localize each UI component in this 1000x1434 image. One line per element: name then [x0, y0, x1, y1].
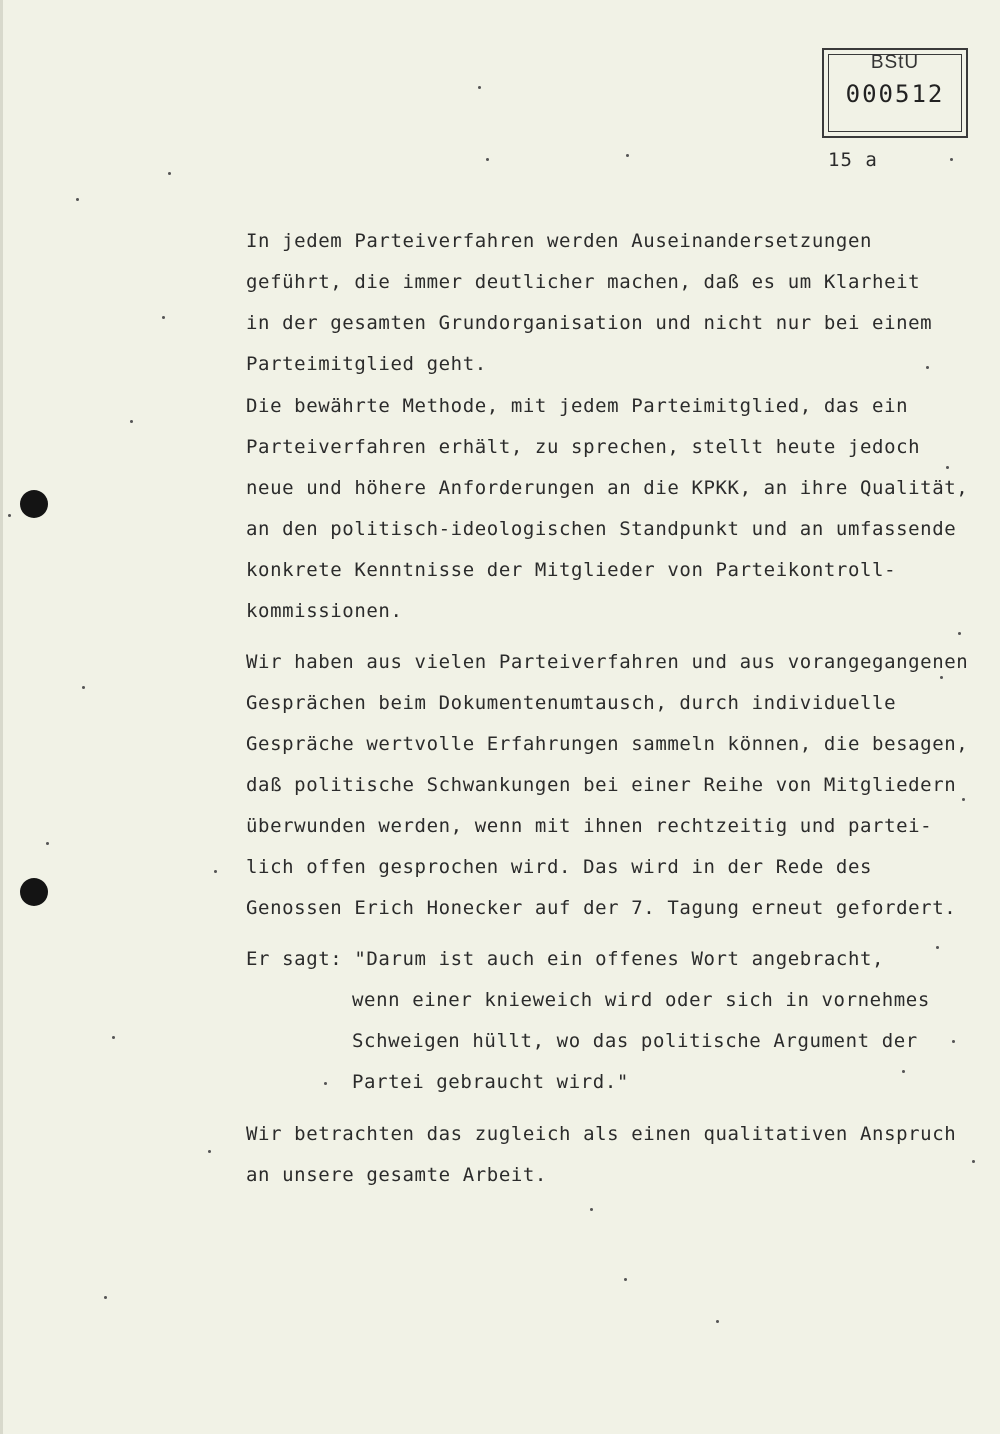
- paper-speck: [324, 1082, 327, 1085]
- paragraph-2-line: neue und höhere Anforderungen an die KPKK, an ihre Qualität,: [246, 477, 969, 499]
- quote-line: Partei gebraucht wird.": [352, 1071, 629, 1093]
- paper-speck: [962, 798, 965, 801]
- paragraph-3-line: Genossen Erich Honecker auf der 7. Tagung erneut gefordert.: [246, 897, 957, 919]
- paragraph-1-line: in der gesamten Grundorganisation und nicht nur bei einem: [246, 312, 933, 334]
- paragraph-4-line: Wir betrachten das zugleich als einen qualitativen Anspruch: [246, 1123, 957, 1145]
- paper-speck: [936, 946, 939, 949]
- paragraph-1-line: geführt, die immer deutlicher machen, daß es um Klarheit: [246, 271, 921, 293]
- quote-intro: Er sagt: "Darum ist auch ein offenes Wort angebracht,: [246, 948, 885, 970]
- paper-speck: [130, 420, 133, 423]
- paper-speck: [624, 1278, 627, 1281]
- paper-speck: [952, 1040, 955, 1043]
- archive-stamp: [822, 48, 968, 138]
- paragraph-3-line: Gesprächen beim Dokumentenumtausch, durch individuelle: [246, 692, 897, 714]
- paragraph-2-line: Parteiverfahren erhält, zu sprechen, stellt heute jedoch: [246, 436, 921, 458]
- paragraph-2-line: an den politisch-ideologischen Standpunkt und an umfassende: [246, 518, 957, 540]
- quote-line: wenn einer knieweich wird oder sich in vornehmes: [352, 989, 930, 1011]
- punch-hole: [20, 490, 48, 518]
- paper-speck: [946, 466, 949, 469]
- paper-speck: [950, 158, 953, 161]
- quote-line: Schweigen hüllt, wo das politische Argument der: [352, 1030, 918, 1052]
- paragraph-3-line: überwunden werden, wenn mit ihnen rechtzeitig und partei-: [246, 815, 933, 837]
- page-number: 15 a: [828, 149, 878, 171]
- paper-speck: [162, 316, 165, 319]
- paper-speck: [940, 676, 943, 679]
- paper-speck: [82, 686, 85, 689]
- paper-speck: [104, 1296, 107, 1299]
- paragraph-3-line: Gespräche wertvolle Erfahrungen sammeln können, die besagen,: [246, 733, 969, 755]
- punch-hole: [20, 878, 48, 906]
- paper-speck: [214, 870, 217, 873]
- paper-speck: [76, 198, 79, 201]
- paragraph-2-line: kommissionen.: [246, 600, 403, 622]
- paper-speck: [716, 1320, 719, 1323]
- paragraph-3-line: Wir haben aus vielen Parteiverfahren und aus vorangegangenen: [246, 651, 969, 673]
- paper-speck: [972, 1160, 975, 1163]
- paragraph-2-line: konkrete Kenntnisse der Mitglieder von Parteikontroll-: [246, 559, 897, 581]
- paper-speck: [902, 1070, 905, 1073]
- paper-speck: [208, 1150, 211, 1153]
- paper-speck: [626, 154, 629, 157]
- paper-speck: [486, 158, 489, 161]
- paragraph-1-line: Parteimitglied geht.: [246, 353, 487, 375]
- paper-speck: [590, 1208, 593, 1211]
- page-edge: [0, 0, 3, 1434]
- paper-speck: [958, 632, 961, 635]
- paragraph-1-line: In jedem Parteiverfahren werden Auseinandersetzungen: [246, 230, 873, 252]
- paper-speck: [112, 1036, 115, 1039]
- paper-speck: [46, 842, 49, 845]
- paper-speck: [926, 366, 929, 369]
- archive-stamp-number: 000512: [845, 80, 945, 108]
- paragraph-2-line: Die bewährte Methode, mit jedem Parteimitglied, das ein: [246, 395, 909, 417]
- paragraph-3-line: lich offen gesprochen wird. Das wird in der Rede des: [246, 856, 873, 878]
- paper-speck: [8, 514, 11, 517]
- paragraph-3-line: daß politische Schwankungen bei einer Reihe von Mitgliedern: [246, 774, 957, 796]
- paragraph-4-line: an unsere gesamte Arbeit.: [246, 1164, 547, 1186]
- paper-speck: [168, 172, 171, 175]
- paper-speck: [478, 86, 481, 89]
- archive-stamp-org: BStU: [870, 52, 920, 73]
